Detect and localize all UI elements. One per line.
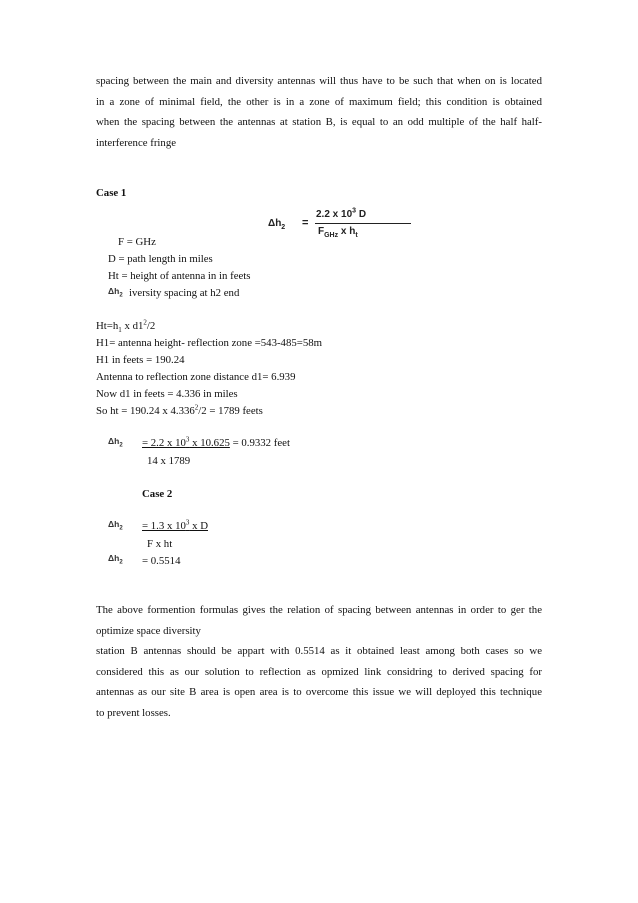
intro-line-3: when the spacing between the antennas at station B, is equal to an odd multiple of the half half-: [96, 116, 542, 128]
case2-numerator: = 1.3 x $10^3$ x D: [142, 518, 208, 532]
calc-d1: Antenna to reflection zone distance d1= 6.939: [96, 371, 296, 383]
formula-equals: =: [302, 217, 309, 229]
formula-fraction-bar: [315, 223, 411, 224]
case1-result-denominator: 14 x 1789: [147, 455, 191, 467]
intro-paragraph: [96, 71, 542, 153]
def-d: D = path length in miles: [108, 253, 213, 265]
conclusion-line-3: station B antennas should be appart with 0.5514 as it obtained least among both cases so we: [96, 645, 542, 657]
intro-line-1: spacing between the main and diversity antennas will thus have to be such that when on is located: [96, 75, 542, 87]
case2-result-symbol: $\Delta h_2$: [108, 553, 123, 566]
conclusion-paragraph: [96, 600, 542, 723]
case2-heading: Case 2: [142, 488, 173, 500]
conclusion-line-4: considered this as our solution to reflection as opmized link considring to derived spacing for: [96, 665, 542, 678]
conclusion-line-6: to prevent losses.: [96, 706, 171, 719]
case1-result-numerator: = 2.2 x $10^3$ x 10.625: [142, 435, 230, 449]
case1-heading: Case 1: [96, 187, 127, 199]
case2-denominator: F x ht: [147, 538, 173, 550]
case1-result-symbol: $\Delta h_2$: [108, 436, 123, 449]
calc-h1-feet: H1 in feets = 190.24: [96, 354, 185, 366]
case2-result: = 0.5514: [142, 555, 181, 567]
conclusion-line-1: The above formention formulas gives the relation of spacing between antennas in order to ger the: [96, 604, 542, 616]
calc-ht: $Ht=h_1$ x $d1^2/2$: [96, 318, 156, 335]
conclusion-line-2: optimize space diversity: [96, 624, 201, 637]
calc-so-ht: So ht = 190.24 x $4.336^2/2 = 1789$ feets: [96, 403, 263, 417]
def-ht: Ht = height of antenna in in feets: [108, 270, 251, 282]
def-f: F = GHz: [118, 236, 156, 248]
def-dh-symbol: $\Delta h_2$: [108, 286, 123, 299]
case2-symbol: $\Delta h_2$: [108, 519, 123, 532]
case1-formula: [268, 208, 418, 240]
conclusion-line-5: antennas as our site B area is open area is to overcome this issue we will deployed this technique: [96, 686, 542, 698]
def-dh: iversity spacing at h2 end: [129, 287, 240, 299]
formula-denominator: $F_{GHz}$ x $h_t$: [318, 226, 358, 239]
case1-result-line: = 2.2 x $10^3$ x 10.625 = 0.9332 feet: [142, 435, 290, 449]
intro-line-4: interference fringe: [96, 136, 177, 149]
intro-line-2: in a zone of minimal field, the other is in a zone of maximum field; this condition is obtained: [96, 95, 542, 108]
calc-d1-feet: Now d1 in feets = 4.336 in miles: [96, 388, 238, 400]
calc-h1: H1= antenna height- reflection zone =543-485=58m: [96, 337, 323, 349]
formula-lhs: $\Delta h_2$: [268, 218, 286, 231]
formula-numerator: 2.2 x $10^3$ D: [316, 207, 367, 220]
